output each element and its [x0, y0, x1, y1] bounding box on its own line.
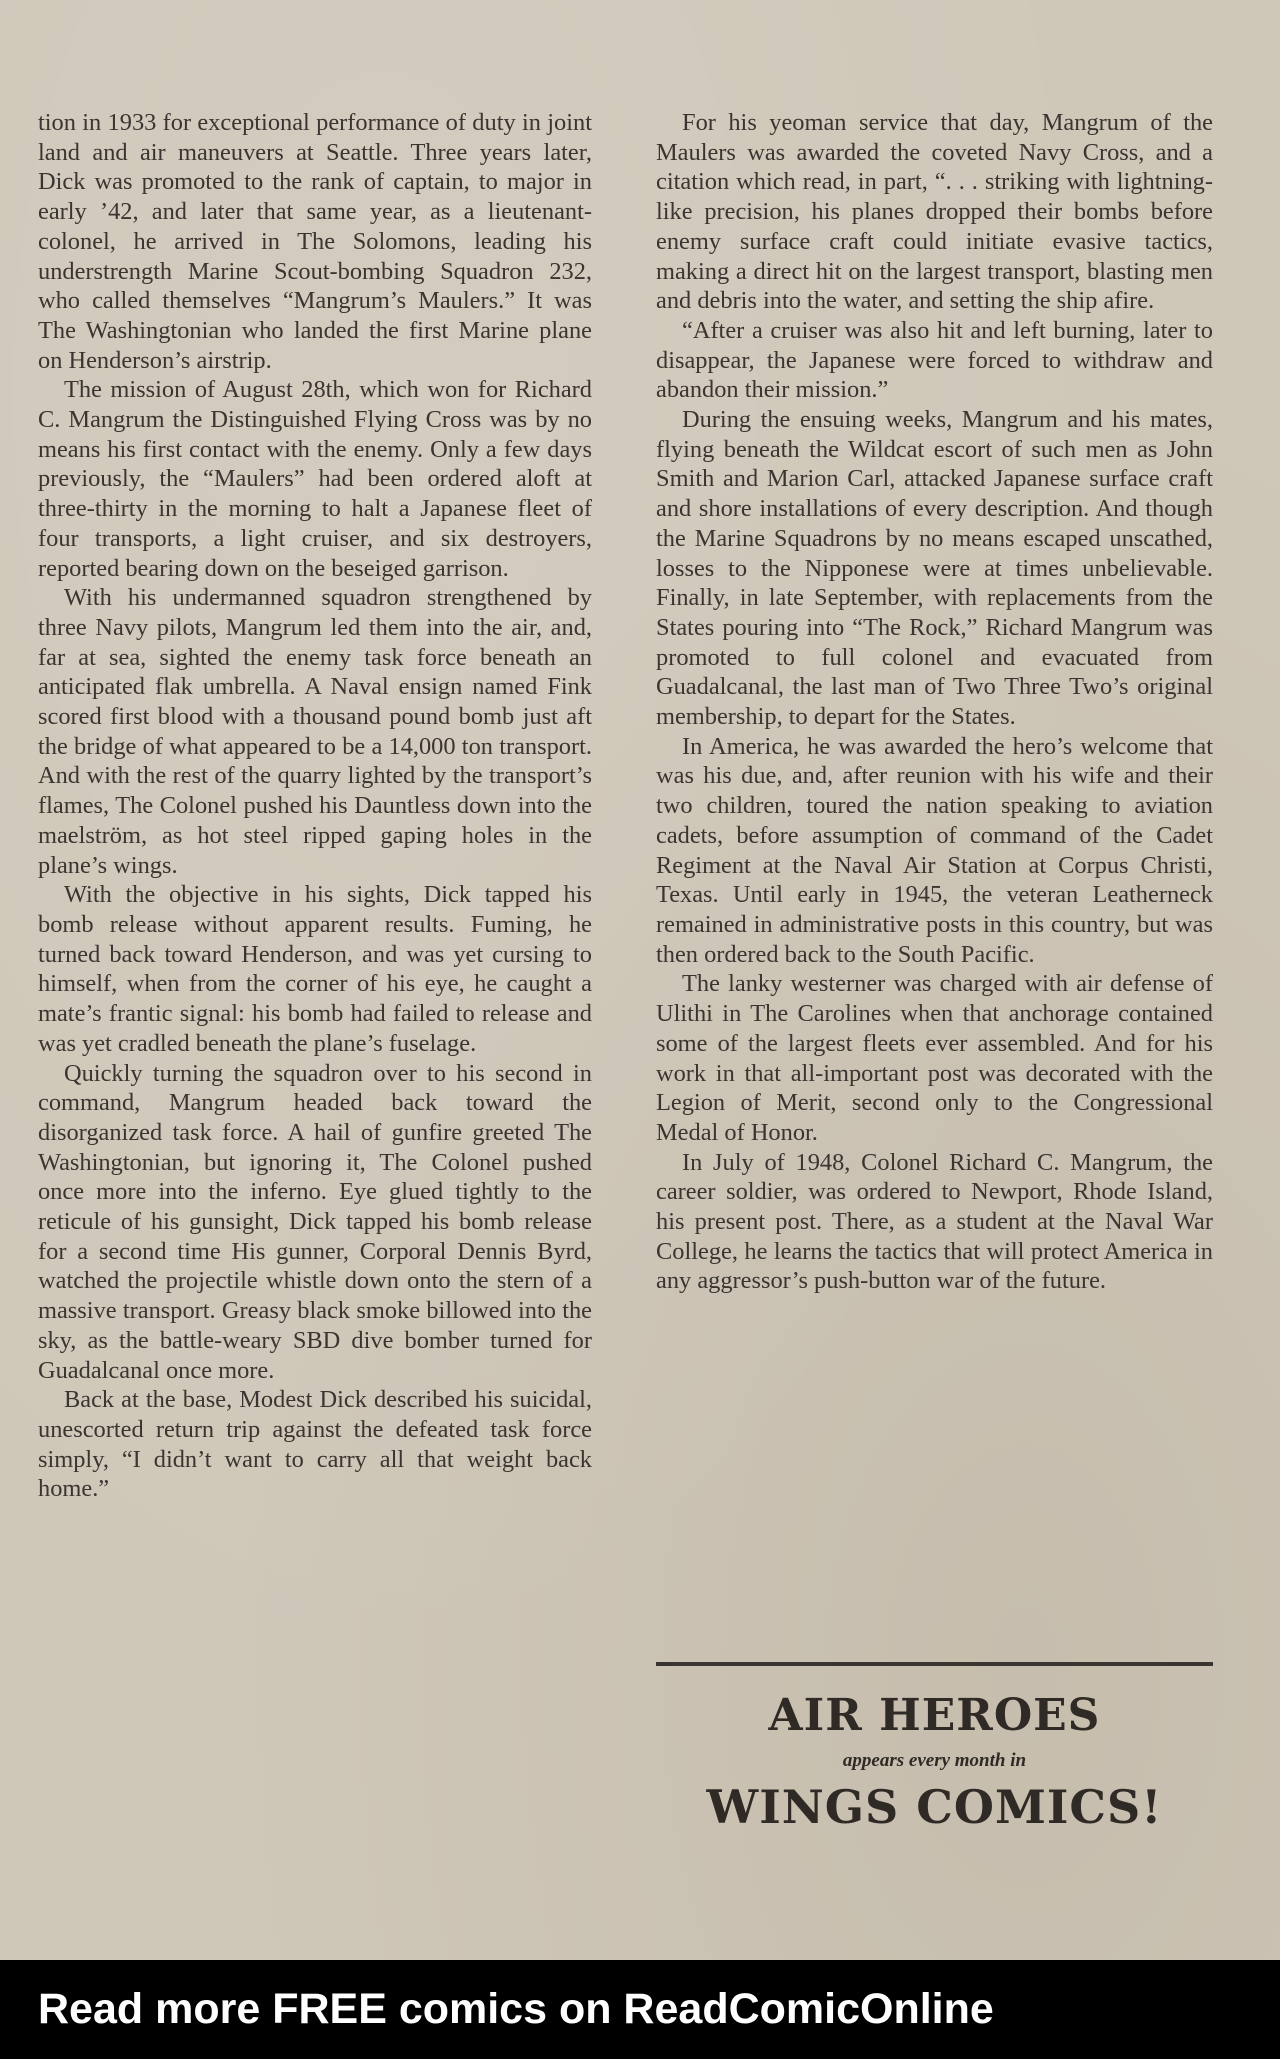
paragraph: The lanky westerner was charged with air defense of Ulithi in The Carolines when that anchorage contained some of the largest fleets ever assembled. And for his work in that all-important post was decorated with the Legion of Merit, second only to the Congressional Medal of Honor. [656, 970, 1213, 1146]
paragraph: “After a cruiser was also hit and left burning, later to disappear, the Japanese were forced to withdraw and abandon their mission.” [656, 316, 1213, 404]
paragraph: In July of 1948, Colonel Richard C. Mangrum, the career soldier, was ordered to Newport, Rhode Island, his present post. There, as a student at the Naval War College, he learns the tactics that will protect America in any aggressor’s push-button war of the future. [656, 1148, 1213, 1295]
paragraph: Quickly turning the squadron over to his second in command, Mangrum headed back toward the disorganized task force. A hail of gunfire greeted The Washingtonian, but ignoring it, The Colonel pushed once more into the inferno. Eye glued tightly to the reticule of his gunsight, Dick tapped his bomb release for a second time His gunner, Corporal Dennis Byrd, watched the projectile whistle down onto the stern of a massive transport. Greasy black smoke billowed into the sky, as the battle-weary SBD dive bomber turned for Guadalcanal once more. [38, 1059, 592, 1384]
paragraph: tion in 1933 for exceptional performance of duty in joint land and air maneuvers at Seattle. Three years later, Dick was promoted to the rank of captain, to major in early ’42, and later that same year, as a lieutenant-colonel, he arrived in The Solomons, leading his understrength Marine Scout-bombing Squadron 232, who called themselves “Mangrum’s Maulers.” It was The Washingtonian who landed the first Marine plane on Henderson’s airstrip. [38, 109, 592, 374]
left-column [38, 108, 592, 1504]
promo-footer-text: Read more FREE comics on ReadComicOnline [38, 1985, 994, 2033]
divider-rule [656, 1662, 1213, 1666]
paragraph: With the objective in his sights, Dick tapped his bomb release without apparent results. Fuming, he turned back toward Henderson, and was yet cursing to himself, when from the corner of his eye, he caught a mate’s frantic signal: his bomb had failed to release and was yet cradled beneath the plane’s fuselage. [38, 881, 592, 1057]
promo-footer-banner[interactable] [0, 1960, 1280, 2059]
paragraph: Back at the base, Modest Dick described his suicidal, unescorted return trip against the defeated task force simply, “I didn’t want to carry all that weight back home.” [38, 1386, 592, 1503]
ad-subtitle: appears every month in [842, 1750, 1027, 1771]
ad-magazine-name: WINGS COMICS! [706, 1780, 1163, 1834]
right-column [656, 108, 1213, 1296]
paragraph: In America, he was awarded the hero’s welcome that was his due, and, after reunion with his wife and their two children, toured the nation speaking to aviation cadets, before assumption of command of the Cadet Regiment at the Naval Air Station at Corpus Christi, Texas. Until early in 1945, the veteran Leatherneck remained in administrative posts in this country, but was then ordered back to the South Pacific. [656, 732, 1213, 968]
paragraph: For his yeoman service that day, Mangrum of the Maulers was awarded the coveted Navy Cross, and a citation which read, in part, “. . . striking with lightning-like precision, his planes dropped their bombs before enemy surface craft could initiate evasive tactics, making a direct hit on the largest transport, blasting men and debris into the water, and setting the ship afire. [656, 109, 1213, 315]
advertisement [656, 1690, 1213, 1834]
ad-title: AIR HEROES [768, 1690, 1101, 1741]
paragraph: During the ensuing weeks, Mangrum and his mates, flying beneath the Wildcat escort of such men as John Smith and Marion Carl, attacked Japanese surface craft and shore installations of every description. And though the Marine Squadrons by no means escaped unscathed, losses to the Nipponese were at times unbelievable. Finally, in late September, with replacements from the States pouring into “The Rock,” Richard Mangrum was promoted to full colonel and evacuated from Guadalcanal, the last man of Two Three Two’s original membership, to depart for the States. [656, 406, 1213, 731]
paragraph: With his undermanned squadron strengthened by three Navy pilots, Mangrum led them into the air, and, far at sea, sighted the enemy task force beneath an anticipated flak umbrella. A Naval ensign named Fink scored first blood with a thousand pound bomb just aft the bridge of what appeared to be a 14,000 ton transport. And with the rest of the quarry lighted by the transport’s flames, The Colonel pushed his Dauntless down into the maelström, as hot steel ripped gaping holes in the plane’s wings. [38, 584, 592, 879]
paragraph: The mission of August 28th, which won for Richard C. Mangrum the Distinguished Flying Cross was by no means his first contact with the enemy. Only a few days previously, the “Maulers” had been ordered aloft at three-thirty in the morning to halt a Japanese fleet of four transports, a light cruiser, and six destroyers, reported bearing down on the beseiged garrison. [38, 376, 592, 582]
